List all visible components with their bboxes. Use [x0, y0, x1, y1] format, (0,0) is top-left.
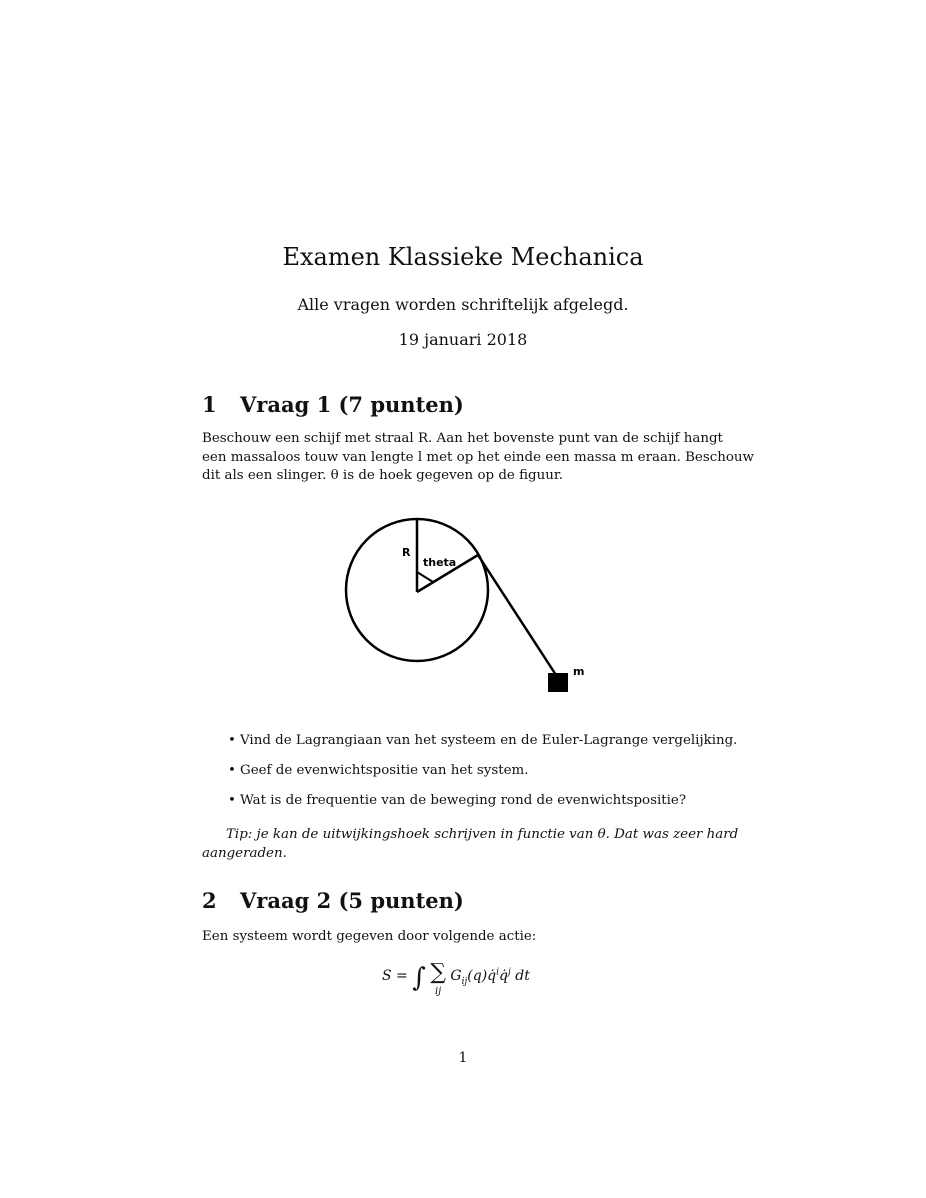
intro-line-3: dit als een slinger. θ is de hoek gegeven op de figuur. — [202, 468, 564, 483]
intro-line-1: Beschouw een schijf met straal R. Aan het bovenste punt van de schijf hangt — [202, 431, 723, 446]
angle-arc — [417, 572, 433, 585]
list-item-text: Wat is de frequentie van de beweging rond de evenwichtspositie? — [240, 793, 687, 808]
section-1-heading — [202, 392, 464, 417]
document-date: 19 januari 2018 — [398, 330, 528, 349]
integrand-g: G — [450, 968, 462, 984]
section-2-intro: Een systeem wordt gegeven door volgende actie: — [202, 929, 537, 944]
differential-dt: dt — [515, 968, 530, 984]
superscript-j: j — [507, 967, 511, 978]
sum-index: ij — [434, 986, 442, 997]
tip-line-1: Tip: je kan de uitwijkingshoek schrijven in functie van θ. Dat was zeer hard — [226, 827, 739, 842]
mass-block — [548, 673, 568, 692]
section-1-title: Vraag 1 (7 punten) — [240, 392, 464, 417]
document-title: Examen Klassieke Mechanica — [282, 243, 644, 271]
action-formula — [382, 962, 530, 1000]
integrand-argument: (q) — [467, 968, 488, 984]
list-item-text: Geef de evenwichtspositie van het system. — [240, 763, 529, 778]
tip-paragraph — [202, 826, 739, 863]
list-item-text: Vind de Lagrangiaan van het systeem en de Euler-Lagrange vergelijking. — [240, 733, 738, 748]
section-1-intro — [202, 430, 754, 486]
question-list — [228, 733, 738, 823]
list-item — [228, 733, 738, 763]
bullet-dot-icon: • — [228, 793, 236, 808]
document-subtitle: Alle vragen worden schriftelijk afgelegd. — [297, 295, 629, 314]
pendulum-figure — [330, 505, 590, 705]
list-item — [228, 763, 728, 793]
formula-lhs: S = — [382, 968, 408, 984]
qdot-i: q̇ — [487, 968, 497, 984]
bullet-dot-icon: • — [228, 763, 236, 778]
page-number: 1 — [458, 1050, 468, 1066]
integral-symbol: ∫ — [412, 963, 426, 993]
intro-line-2: een massaloos touw van lengte l met op het einde een massa m eraan. Beschouw — [202, 449, 754, 465]
superscript-i: i — [496, 967, 500, 978]
section-1-number: 1 — [202, 392, 217, 417]
qdot-j: q̇ — [499, 968, 508, 984]
label-theta: theta — [423, 556, 457, 569]
sum-symbol: ∑ — [430, 960, 446, 985]
string-line — [478, 555, 556, 675]
label-r: R — [402, 546, 411, 559]
section-2-title: Vraag 2 (5 punten) — [240, 888, 464, 913]
label-m: m — [573, 665, 585, 678]
integrand-subscript: ij — [461, 976, 468, 987]
list-item — [228, 793, 728, 823]
section-2-number: 2 — [202, 888, 217, 913]
sum-block — [430, 962, 446, 1000]
section-2-heading — [202, 888, 464, 913]
tip-line-2: aangeraden. — [202, 845, 287, 861]
bullet-dot-icon: • — [228, 733, 236, 748]
